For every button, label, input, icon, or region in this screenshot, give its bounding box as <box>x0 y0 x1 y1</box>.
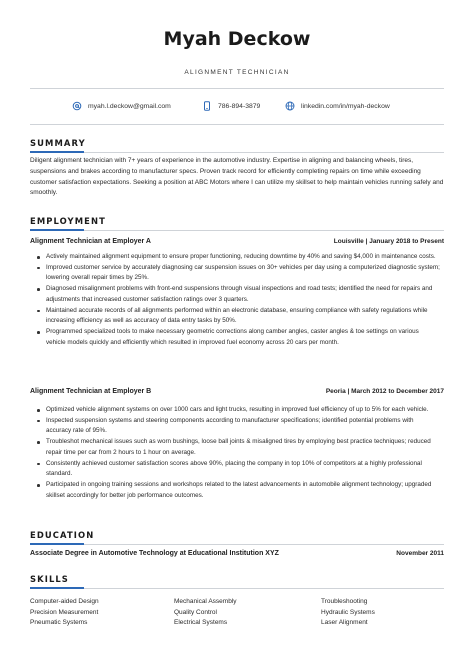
header-divider-top <box>30 88 444 89</box>
list-item: Optimized vehicle alignment systems on over 1000 cars and light trucks, resulting in improved fuel efficiency of up to 5% for each vehicle. <box>36 405 440 416</box>
candidate-title: ALIGNMENT TECHNICIAN <box>184 69 290 76</box>
skills-accent <box>30 587 84 589</box>
list-item: Diagnosed misalignment problems with front-end suspensions through visual inspections and road tests; identified the need for repairs and adjustments that increased customer satisfaction ratings over 3 quarters. <box>36 284 440 305</box>
header-divider-bottom <box>30 124 444 125</box>
job-meta-a: Louisville | January 2018 to Present <box>333 238 444 245</box>
skill-item: Laser Alignment <box>321 619 368 626</box>
candidate-name: Myah Deckow <box>163 28 311 50</box>
list-item: Improved customer service by accurately diagnosing car suspension issues on 30+ vehicles per day using a computerized diagnostic system; lowering overall repair times by 25%. <box>36 263 440 284</box>
contact-email[interactable] <box>72 101 171 111</box>
skills-heading: SKILLS <box>30 574 69 584</box>
list-item: Programmed specialized tools to make necessary geometric corrections along camber angles, caster angles & toe settings on various vehicle models quickly and efficiently which resulted in improved fuel economy across 20 cars per month. <box>36 327 440 348</box>
education-date: November 2011 <box>396 550 444 557</box>
employment-heading: EMPLOYMENT <box>30 216 106 226</box>
contact-linkedin[interactable] <box>285 101 390 111</box>
email-text: myah.l.deckow@gmail.com <box>88 102 171 110</box>
education-heading: EDUCATION <box>30 530 95 540</box>
skill-item: Pneumatic Systems <box>30 619 88 626</box>
contact-bar <box>0 101 474 113</box>
list-item: Maintained accurate records of all alignments performed within an electronic database, ensuring compliance with safety regulations while increasing efficiency as well as accuracy of data entry tasks by 50%. <box>36 306 440 327</box>
list-item: Troubleshot mechanical issues such as worn bushings, loose ball joints & misaligned tires by employing best practice techniques; reduced repair time per car from 2 hours to 1 hour on average. <box>36 437 440 458</box>
skill-item: Computer-aided Design <box>30 598 99 605</box>
employment-accent <box>30 229 84 231</box>
education-rule <box>30 544 444 545</box>
skills-rule <box>30 588 444 589</box>
education-accent <box>30 543 84 545</box>
job-meta-b: Peoria | March 2012 to December 2017 <box>325 388 444 395</box>
summary-rule <box>30 152 444 153</box>
job-bullets-a <box>36 252 440 348</box>
list-item: Actively maintained alignment equipment to ensure proper functioning, reducing downtime by 40% and saving $4,000 in maintenance costs. <box>36 252 440 263</box>
globe-icon <box>285 101 295 111</box>
linkedin-text: linkedin.com/in/myah-deckow <box>301 102 390 110</box>
list-item: Consistently achieved customer satisfaction scores above 90%, placing the company in top 10% of competitors at a highly professional standard. <box>36 459 440 480</box>
phone-icon <box>202 101 212 111</box>
list-item: Inspected suspension systems and steering components according to manufacturer specifications; identified potential problems with accuracy rate of 95%. <box>36 416 440 437</box>
skill-item: Quality Control <box>174 608 217 616</box>
skill-item: Troubleshooting <box>321 598 368 605</box>
summary-text: Diligent alignment technician with 7+ years of experience in the automotive industry. Expertise in aligning and balancing wheels, tires, suspensions and brakes according to manufacturer specs. Proven track record for efficiently completing repairs on time while exceeding customer satisfaction expectations. Seeking a position at ABC Motors where I can utilize my skillset to help maintain vehicles running safely and smoothly. <box>30 157 444 197</box>
email-icon <box>72 101 82 111</box>
job-title-b: Alignment Technician at Employer B <box>30 388 152 395</box>
education-degree: Associate Degree in Automotive Technology at Educational Institution XYZ <box>30 550 279 557</box>
contact-phone[interactable] <box>202 101 260 111</box>
skill-item: Mechanical Assembly <box>174 598 237 605</box>
summary-accent <box>30 151 84 153</box>
job-title-a: Alignment Technician at Employer A <box>30 238 151 245</box>
phone-text: 786-894-3879 <box>218 102 261 110</box>
skill-item: Precision Measurement <box>30 608 99 616</box>
employment-rule <box>30 230 444 231</box>
list-item: Participated in ongoing training sessions and workshops related to the latest advancements in automobile alignment technology; upgraded skillset accordingly for better job performance outcomes. <box>36 480 440 501</box>
skill-item: Electrical Systems <box>174 619 228 626</box>
job-bullets-b <box>36 405 440 501</box>
summary-heading: SUMMARY <box>30 138 86 148</box>
skill-item: Hydraulic Systems <box>321 608 375 616</box>
